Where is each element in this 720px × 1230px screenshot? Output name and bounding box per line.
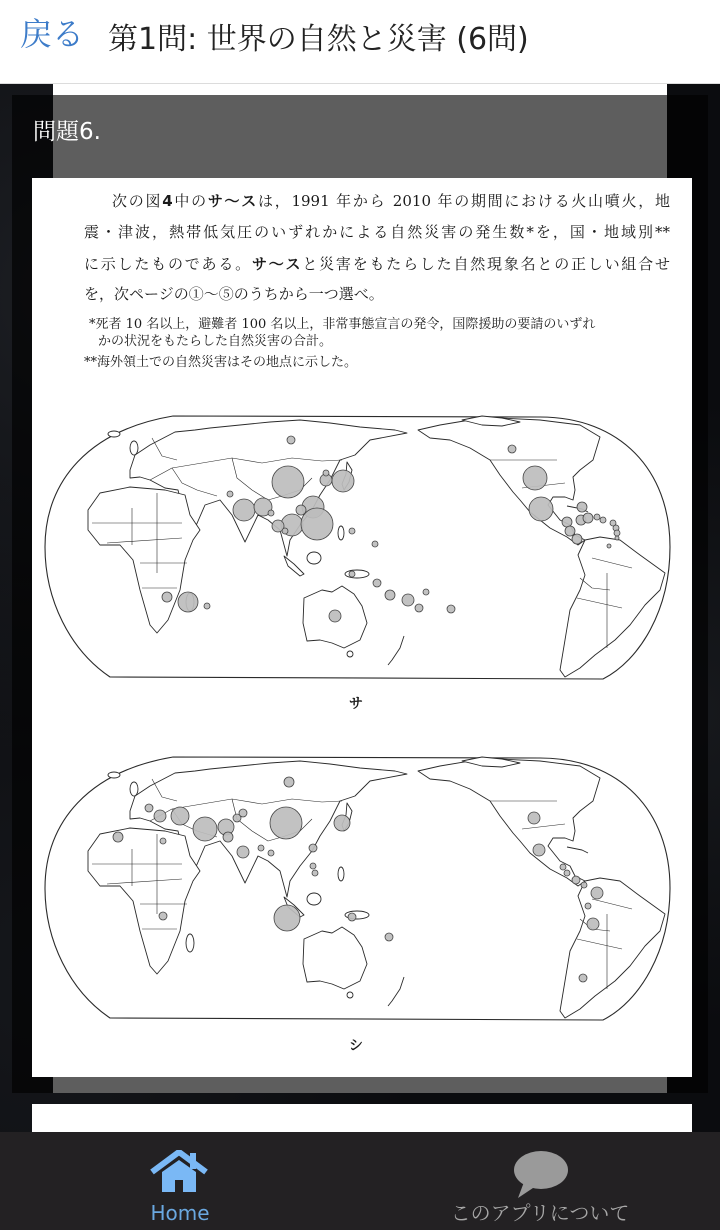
disaster-circle xyxy=(204,603,210,609)
disaster-circle xyxy=(237,846,249,858)
disaster-circle xyxy=(272,466,304,498)
disaster-circle xyxy=(508,445,516,453)
disaster-circle xyxy=(560,864,566,870)
disaster-circle xyxy=(178,592,198,612)
map-label-shi: シ xyxy=(349,1038,363,1054)
disaster-circle xyxy=(562,517,572,527)
disaster-circle xyxy=(572,876,580,884)
disaster-circle xyxy=(348,913,356,921)
disaster-circle xyxy=(579,974,587,982)
disaster-circle xyxy=(372,541,378,547)
disaster-circle xyxy=(600,517,606,523)
disaster-circle xyxy=(585,903,591,909)
disaster-circle xyxy=(268,510,274,516)
disaster-circle xyxy=(528,812,540,824)
question-image xyxy=(32,178,692,1077)
disaster-circle xyxy=(310,863,316,869)
disaster-circle xyxy=(171,807,189,825)
disaster-circle xyxy=(373,579,381,587)
disaster-circle xyxy=(159,912,167,920)
disaster-circle xyxy=(162,592,172,602)
disaster-circle xyxy=(614,530,620,536)
home-icon xyxy=(150,1150,208,1192)
disaster-circle xyxy=(581,882,587,888)
footnote: かの状況をもたらした自然災害の合計。 xyxy=(98,334,333,349)
disaster-maps xyxy=(32,178,692,1077)
question-number: 問題6. xyxy=(33,119,101,145)
disaster-circle xyxy=(583,513,593,523)
nav-home[interactable] xyxy=(0,1132,360,1230)
page-title: 第1問: 世界の自然と災害 (6問) xyxy=(108,22,529,57)
disaster-circle xyxy=(615,536,619,540)
disaster-circle xyxy=(239,809,247,817)
disaster-circle xyxy=(113,832,123,842)
question-text-line: 震・津波，熱帯低気圧のいずれかによる自然災害の発生数*を，国・地域別** xyxy=(84,223,670,241)
disaster-circle xyxy=(270,807,302,839)
disaster-circle xyxy=(572,534,582,544)
disaster-circle xyxy=(349,571,355,577)
nav-about-label: このアプリについて xyxy=(450,1201,630,1225)
disaster-circle xyxy=(274,905,300,931)
disaster-circle xyxy=(268,850,274,856)
speech-bubble-icon xyxy=(512,1150,570,1200)
map-label-sa: サ xyxy=(349,696,363,712)
world-map-shi xyxy=(45,757,670,1020)
back-button[interactable]: 戻る xyxy=(20,15,85,53)
disaster-circle xyxy=(385,933,393,941)
disaster-circle xyxy=(415,604,423,612)
disaster-circle xyxy=(160,838,166,844)
disaster-circle xyxy=(332,470,354,492)
nav-home-label: Home xyxy=(150,1201,210,1225)
world-map-sa xyxy=(45,416,670,679)
disaster-circle xyxy=(565,526,575,536)
disaster-circle xyxy=(284,777,294,787)
disaster-circle xyxy=(577,502,587,512)
disaster-circle xyxy=(223,832,233,842)
disaster-circle xyxy=(154,810,166,822)
question-text-line: に示したものである。サ～スと災害をもたらした自然現象名との正しい組合せ xyxy=(84,255,670,273)
disaster-circle xyxy=(258,845,264,851)
disaster-circle xyxy=(447,605,455,613)
disaster-circle xyxy=(385,590,395,600)
question-text-line: 次の図4中のサ～スは，1991 年から 2010 年の期間における火山噴火，地 xyxy=(112,192,670,210)
disaster-circle xyxy=(594,514,600,520)
disaster-circle xyxy=(329,610,341,622)
disaster-circle xyxy=(423,589,429,595)
footnote: **海外領土での自然災害はその地点に示した。 xyxy=(84,355,358,370)
disaster-circle xyxy=(145,804,153,812)
disaster-circle xyxy=(233,499,255,521)
disaster-circle xyxy=(227,491,233,497)
disaster-circle xyxy=(309,844,317,852)
disaster-circle xyxy=(312,870,318,876)
disaster-circle xyxy=(282,528,288,534)
bottom-nav xyxy=(0,1132,720,1230)
disaster-circle xyxy=(587,918,599,930)
disaster-circle xyxy=(334,815,350,831)
nav-about[interactable] xyxy=(360,1132,720,1230)
disaster-circle xyxy=(301,508,333,540)
disaster-circle xyxy=(349,528,355,534)
disaster-circle xyxy=(287,436,295,444)
footnote: *死者 10 名以上，避難者 100 名以上，非常事態宣言の発令，国際援助の要請のいずれ xyxy=(89,317,596,332)
disaster-circle xyxy=(523,466,547,490)
disaster-circle xyxy=(591,887,603,899)
app-header xyxy=(0,0,720,84)
disaster-circle xyxy=(607,544,611,548)
disaster-circle xyxy=(564,870,570,876)
disaster-circle xyxy=(193,817,217,841)
disaster-circle xyxy=(402,594,414,606)
disaster-circle xyxy=(529,497,553,521)
disaster-circle xyxy=(533,844,545,856)
disaster-circle xyxy=(323,470,329,476)
question-text-line: を，次ページの①～⑤のうちから一つ選べ。 xyxy=(84,285,384,303)
